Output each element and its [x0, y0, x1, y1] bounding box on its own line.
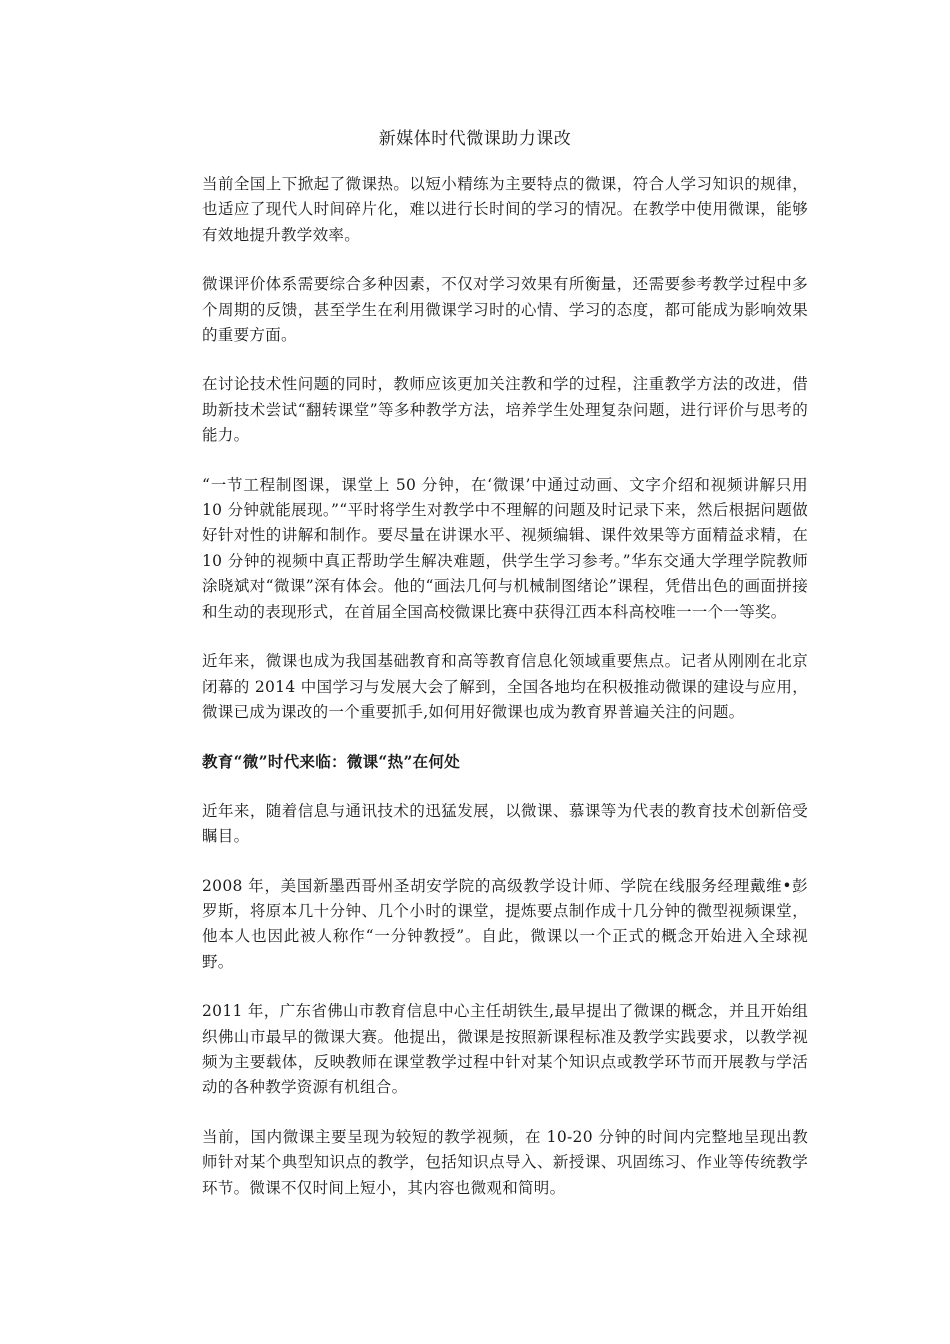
paragraph: 2008 年，美国新墨西哥州圣胡安学院的高级教学设计师、学院在线服务经理戴维•彭罗斯，将原本几十分钟、几个小时的课堂，提炼要点制作成十几分钟的微型视频课堂，他本人也因此被人称作“一分钟教授”。自此，微课以一个正式的概念开始进入全球视野。 — [202, 876, 808, 971]
document-body — [202, 172, 808, 1225]
paragraph: 近年来，随着信息与通讯技术的迅猛发展，以微课、慕课等为代表的教育技术创新倍受瞩目。 — [202, 801, 808, 846]
paragraph: 2011 年，广东省佛山市教育信息中心主任胡铁生,最早提出了微课的概念，并且开始组织佛山市最早的微课大赛。他提出，微课是按照新课程标准及教学实践要求，以教学视频为主要载体，反映教师在课堂教学过程中针对某个知识点或教学环节而开展教与学活动的各种教学资源有机组合。 — [202, 1002, 808, 1097]
document-title: 新媒体时代微课助力课改 — [378, 129, 572, 149]
paragraph: “一节工程制图课，课堂上 50 分钟，在‘微课’中通过动画、文字介绍和视频讲解只用 10 分钟就能展现。”“平时将学生对教学中不理解的问题及时记录下来，然后根据问题做好针对性的讲解和制作。要尽量在讲课水平、视频编辑、课件效果等方面精益求精，在 10 分钟的视频中真正帮助学生解决难题，供学生学习参考。”华东交通大学理学院教师涂晓斌对“微课”深有体会。他的“画法几何与机械制图绪论”课程，凭借出色的画面拼接和生动的表现形式，在首届全国高校微课比赛中获得江西本科高校唯一一个一等奖。 — [202, 475, 808, 621]
paragraph: 近年来，微课也成为我国基础教育和高等教育信息化领域重要焦点。记者从刚刚在北京闭幕的 2014 中国学习与发展大会了解到，全国各地均在积极推动微课的建设与应用，微课已成为课改的一个重要抓手,如何用好微课也成为教育界普遍关注的问题。 — [202, 652, 808, 721]
section-heading: 教育“微”时代来临：微课“热”在何处 — [202, 752, 461, 772]
paragraph: 当前全国上下掀起了微课热。以短小精练为主要特点的微课，符合人学习知识的规律，也适应了现代人时间碎片化，难以进行长时间的学习的情况。在教学中使用微课，能够有效地提升教学效率。 — [202, 175, 808, 244]
paragraph: 微课评价体系需要综合多种因素，不仅对学习效果有所衡量，还需要参考教学过程中多个周期的反馈，甚至学生在利用微课学习时的心情、学习的态度，都可能成为影响效果的重要方面。 — [202, 275, 808, 345]
paragraph: 当前，国内微课主要呈现为较短的教学视频，在 10-20 分钟的时间内完整地呈现出教师针对某个典型知识点的教学，包括知识点导入、新授课、巩固练习、作业等传统教学环节。微课不仅时间上短小，其内容也微观和简明。 — [202, 1127, 808, 1197]
paragraph: 在讨论技术性问题的同时，教师应该更加关注教和学的过程，注重教学方法的改进，借助新技术尝试“翻转课堂”等多种教学方法，培养学生处理复杂问题，进行评价与思考的能力。 — [202, 375, 808, 445]
